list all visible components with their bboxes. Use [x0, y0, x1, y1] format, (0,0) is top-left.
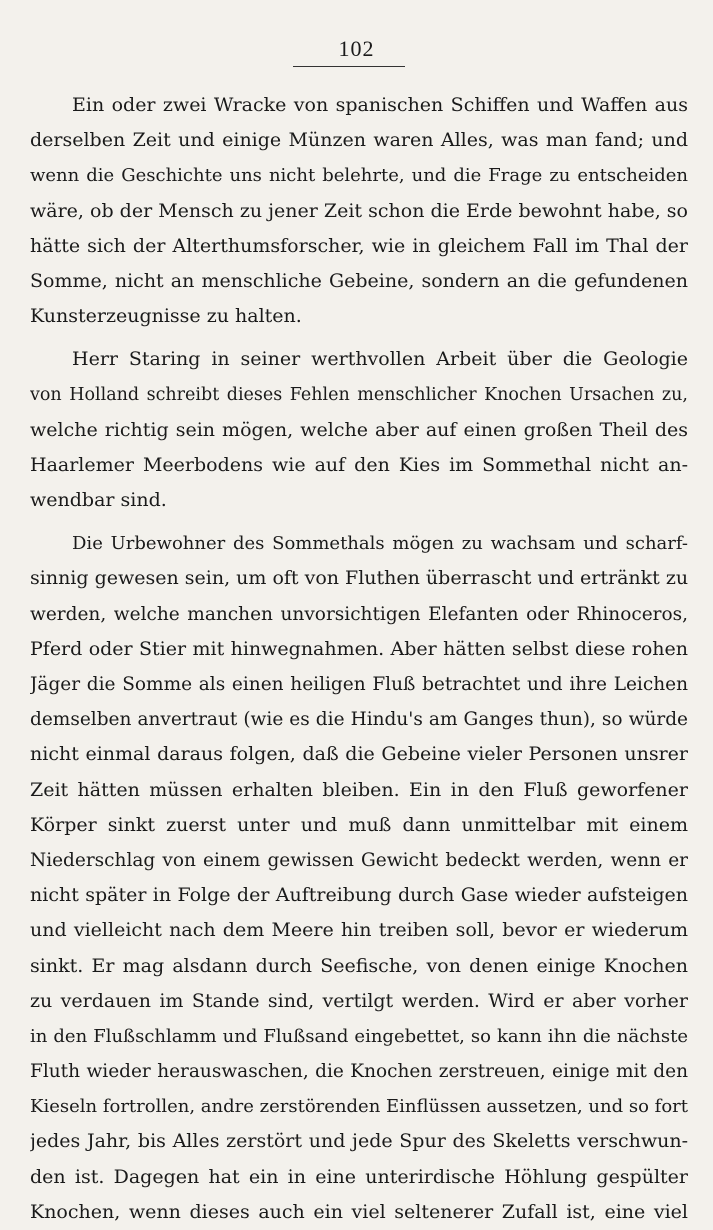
text-line: Pferd oder Stier mit hinwegnahmen. Aber hätten selbst diese rohen	[30, 637, 688, 660]
text-line: und vielleicht nach dem Meere hin treiben soll, bevor er wiederum	[30, 919, 688, 942]
text-line: wenn die Geschichte uns nicht belehrte, und die Frage zu entscheiden	[30, 165, 688, 187]
paragraph-gap	[30, 334, 688, 342]
text-line: Somme, nicht an menschliche Gebeine, sondern an die gefundenen	[30, 269, 688, 292]
page-body	[30, 88, 688, 1230]
text-line: nicht einmal daraus folgen, daß die Gebeine vieler Personen unsrer	[30, 743, 688, 766]
text-line: wendbar sind.	[30, 489, 167, 512]
text-line: Kunsterzeugnisse zu halten.	[30, 305, 302, 328]
header-rule	[293, 66, 405, 67]
text-line: hätte sich der Alterthumsforscher, wie in gleichem Fall im Thal der	[30, 234, 688, 257]
text-line: in den Flußschlamm und Flußsand eingebettet, so kann ihn die nächste	[30, 1025, 688, 1047]
text-line: sinkt. Er mag alsdann durch Seefische, von denen einige Knochen	[30, 954, 688, 977]
paragraph	[30, 342, 688, 518]
paragraph	[30, 88, 688, 334]
text-line: derselben Zeit und einige Münzen waren Alles, was man fand; und	[30, 129, 688, 152]
page-number: 102	[338, 36, 375, 61]
text-line: den ist. Dagegen hat ein in eine unterirdische Höhlung gespülter	[30, 1165, 688, 1188]
text-line: zu verdauen im Stande sind, vertilgt werden. Wird er aber vorher	[30, 989, 688, 1012]
text-line: Jäger die Somme als einen heiligen Fluß betrachtet und ihre Leichen	[30, 674, 688, 695]
text-line: Ein oder zwei Wracke von spanischen Schiffen und Waffen aus	[72, 94, 688, 116]
text-line: Körper sinkt zuerst unter und muß dann unmittelbar mit einem	[30, 813, 688, 836]
text-line: Die Urbewohner des Sommethals mögen zu wachsam und scharf-	[72, 533, 688, 555]
text-line: Herr Staring in seiner werthvollen Arbeit über die Geologie	[72, 348, 688, 371]
text-line: Haarlemer Meerbodens wie auf den Kies im Sommethal nicht an-	[30, 453, 688, 476]
paragraph-gap	[30, 518, 688, 526]
text-line: werden, welche manchen unvorsichtigen Elefanten oder Rhinoceros,	[30, 603, 688, 625]
text-line: Zeit hätten müssen erhalten bleiben. Ein in den Fluß geworfener	[30, 778, 688, 801]
text-line: von Holland schreibt dieses Fehlen menschlicher Knochen Ursachen zu,	[30, 384, 688, 405]
text-line: nicht später in Folge der Auftreibung durch Gase wieder aufsteigen	[30, 884, 688, 907]
text-line: wäre, ob der Mensch zu jener Zeit schon die Erde bewohnt habe, so	[30, 199, 688, 222]
text-line: demselben anvertraut (wie es die Hindu's am Ganges thun), so würde	[30, 709, 688, 731]
text-line: jedes Jahr, bis Alles zerstört und jede Spur des Skeletts verschwun-	[30, 1130, 688, 1153]
text-line: Fluth wieder herauswaschen, die Knochen zerstreuen, einige mit den	[30, 1061, 688, 1083]
text-line: sinnig gewesen sein, um oft von Fluthen überrascht und ertränkt zu	[30, 567, 688, 590]
text-line: welche richtig sein mögen, welche aber auf einen großen Theil des	[30, 418, 688, 441]
text-line: Knochen, wenn dieses auch ein viel seltenerer Zufall ist, eine viel	[30, 1200, 688, 1223]
text-line: Kieseln fortrollen, andre zerstörenden Einflüssen aussetzen, und so fort	[30, 1096, 688, 1118]
text-line: Niederschlag von einem gewissen Gewicht bedeckt werden, wenn er	[30, 849, 688, 871]
paragraph	[30, 526, 688, 1230]
